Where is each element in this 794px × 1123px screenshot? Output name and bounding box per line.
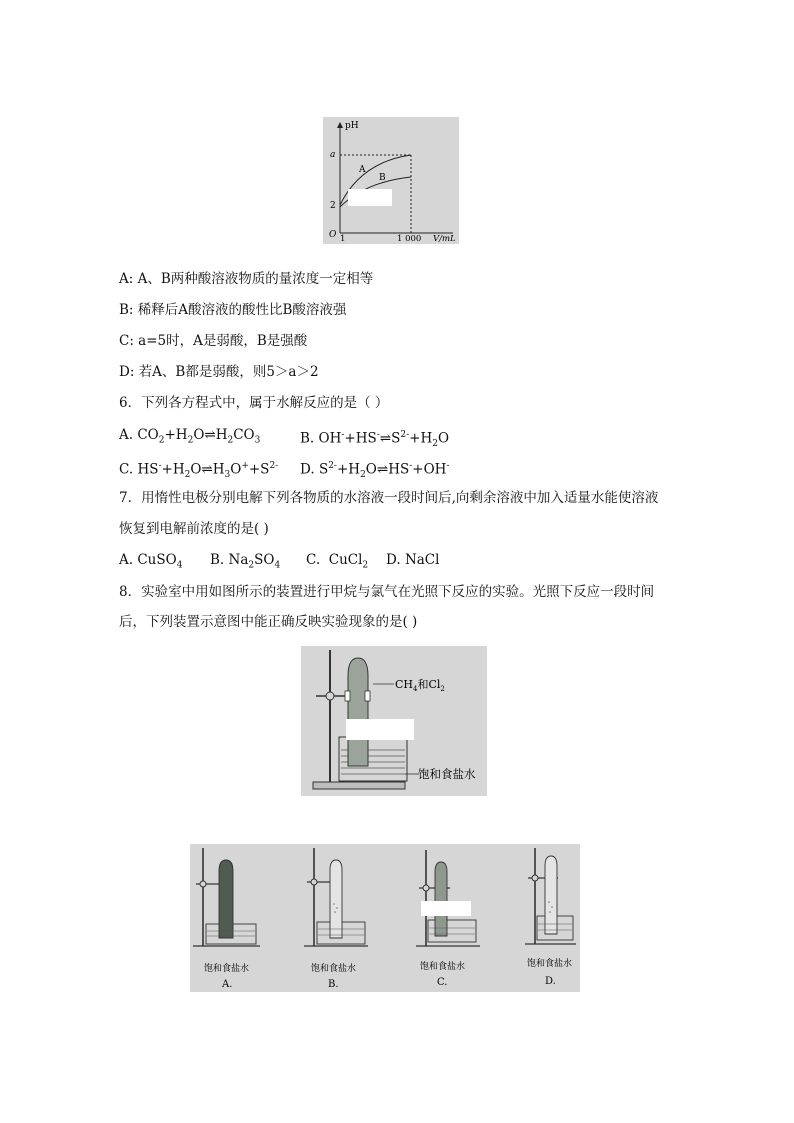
y-axis-label: pH (345, 121, 359, 131)
blank-box (348, 189, 392, 206)
choice-d-label: 饱和食盐水 (527, 959, 573, 969)
q8-stem-line2: 后，下列装置示意图中能正确反映实验现象的是( ) (119, 614, 418, 630)
tick-2: 2 (330, 201, 336, 211)
q7-option-c: C. CuCl$_2$ (306, 552, 369, 571)
clamp-jaw-left (345, 691, 350, 701)
q6-option-c: C. $HS^-+H_2O\rightleftharpoons H_3O^++S^{2-}$ (119, 461, 279, 481)
choice-b-apparatus (304, 848, 368, 946)
choice-b-letter: B. (328, 979, 339, 990)
curve-b-label: B (379, 173, 386, 183)
q7-option-a: A. CuSO$_4$ (119, 552, 183, 571)
choice-a-label: 饱和食盐水 (204, 964, 250, 974)
choice-b-label: 饱和食盐水 (311, 964, 357, 974)
x-axis-label: V/mL (433, 234, 456, 244)
choice-c-letter: C. (437, 977, 448, 988)
q6-option-a: A. $CO_2+H_2O\rightleftharpoons H_2CO_3$ (119, 427, 261, 446)
gas-label: $CH_4$和$Cl_2$ (395, 678, 445, 693)
q7-option-d: D. NaCl (386, 552, 440, 568)
q6-option-b: B. $OH^-+HS^-\rightleftharpoons S^{2-}+H_2O$ (300, 430, 450, 450)
q6-option-d: D. $S^{2-}+H_2O\rightleftharpoons HS^-+OH^-$ (300, 461, 450, 481)
curve-a-label: A (359, 165, 366, 175)
gas-tube (348, 658, 368, 766)
q5-option-b: B: 稀释后A酸溶液的酸性比B酸溶液强 (119, 302, 347, 318)
choice-c-apparatus (416, 850, 480, 946)
choice-a-apparatus (193, 848, 260, 946)
choices-figure (190, 844, 580, 992)
apparatus-figure (301, 646, 487, 796)
q5-option-d: D: 若A、B都是弱酸，则5＞a＞2 (119, 364, 319, 380)
equilibrium-arrow-icon: ⇌ (204, 427, 216, 443)
blank-box (346, 719, 414, 740)
ph-dilution-figure (323, 117, 459, 244)
q7-stem-line1: 7．用惰性电极分别电解下列各物质的水溶液一段时间后,向剩余溶液中加入适量水能使溶液 (119, 490, 659, 506)
choice-d-apparatus (525, 848, 576, 944)
stand-base (313, 782, 405, 789)
clamp-jaw-right (365, 691, 370, 701)
q5-option-a: A: A、B两种酸溶液物质的量浓度一定相等 (119, 271, 374, 287)
tick-a: a (330, 150, 336, 160)
q7-option-b: B. $Na_2SO_4$ (210, 552, 281, 571)
clamp-knob (326, 692, 334, 700)
choice-c-label: 饱和食盐水 (420, 962, 466, 972)
choice-a-letter: A. (222, 979, 233, 990)
equilibrium-arrow-icon: ⇌ (379, 430, 392, 447)
tick-1000: 1 000 (397, 234, 422, 244)
water-label: 饱和食盐水 (418, 767, 476, 781)
blank-box (421, 901, 471, 916)
equilibrium-arrow-icon: ⇌ (201, 461, 213, 478)
q8-stem-line1: 8．实验室中用如图所示的装置进行甲烷与氯气在光照下反应的实验。光照下反应一段时间 (119, 584, 655, 600)
q6-stem: 6．下列各方程式中，属于水解反应的是（ ） (119, 395, 389, 411)
q5-option-c: C: a=5时，A是弱酸，B是强酸 (119, 333, 308, 349)
equilibrium-arrow-icon: ⇌ (376, 461, 389, 478)
q7-stem-line2: 恢复到电解前浓度的是( ) (119, 521, 269, 537)
choice-d-letter: D. (545, 976, 556, 987)
origin-label: O (329, 230, 337, 240)
tick-1: 1 (340, 234, 346, 244)
